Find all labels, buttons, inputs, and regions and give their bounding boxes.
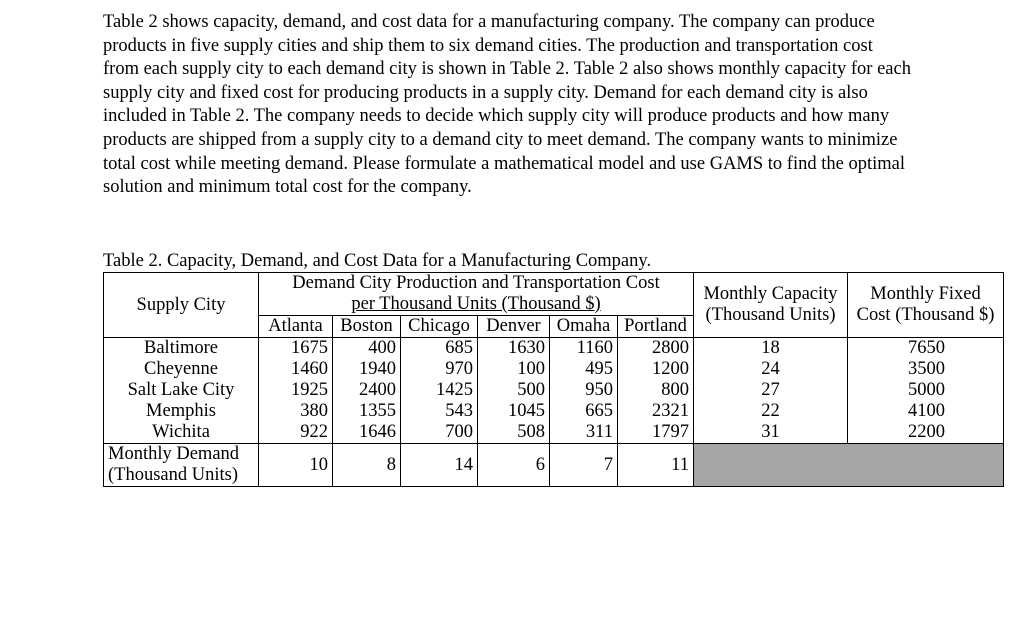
problem-statement: Table 2 shows capacity, demand, and cost data for a manufacturing company. The company can produce products in five supply cities and ship them to six demand cities. The production and transportation cost from each supply city to each demand city is shown in Table 2. Table 2 also shows monthly capacity for each supply city and fixed cost for producing products in a supply city. Demand for each demand city is also included in Table 2. The company needs to decide which supply city will produce products and how many products are shipped from a supply city to a demand city to meet demand. The company wants to minimize total cost while meeting demand. Please formulate a mathematical model and use GAMS to find the optimal solution and minimum total cost for the company. (103, 12, 911, 198)
demand-cell: 8 (333, 444, 401, 487)
fixed-cost-cell: 4100 (848, 401, 1004, 422)
cost-cell: 1160 (550, 338, 618, 360)
header-cost-group-line1: Demand City Production and Transportation Cost (259, 273, 694, 295)
cost-cell: 1460 (259, 359, 333, 380)
cost-cell: 1940 (333, 359, 401, 380)
cost-cell: 700 (401, 422, 478, 444)
demand-label-line1: Monthly Demand (108, 444, 240, 464)
cost-cell: 500 (478, 380, 550, 401)
cost-cell: 970 (401, 359, 478, 380)
cost-cell: 1675 (259, 338, 333, 360)
table-row (104, 380, 1004, 401)
capacity-cell: 27 (694, 380, 848, 401)
fixed-cost-cell: 2200 (848, 422, 1004, 444)
cost-cell: 2800 (618, 338, 694, 360)
cost-cell: 508 (478, 422, 550, 444)
table-row (104, 401, 1004, 422)
cost-cell: 665 (550, 401, 618, 422)
header-demand-city: Boston (333, 316, 401, 338)
shaded-empty-cell (694, 444, 1004, 487)
table-caption: Table 2. Capacity, Demand, and Cost Data for a Manufacturing Company. (103, 251, 652, 271)
cost-cell: 400 (333, 338, 401, 360)
header-capacity-line2: (Thousand Units) (705, 305, 836, 325)
fixed-cost-cell: 3500 (848, 359, 1004, 380)
table-row (104, 422, 1004, 444)
capacity-cell: 31 (694, 422, 848, 444)
header-row-1 (104, 273, 1004, 295)
demand-cell: 11 (618, 444, 694, 487)
row-supply-city: Wichita (104, 422, 259, 444)
capacity-cell: 24 (694, 359, 848, 380)
cost-cell: 380 (259, 401, 333, 422)
demand-cell: 6 (478, 444, 550, 487)
table-row (104, 338, 1004, 360)
cost-cell: 2321 (618, 401, 694, 422)
header-demand-city: Portland (618, 316, 694, 338)
demand-cell: 10 (259, 444, 333, 487)
demand-cell: 7 (550, 444, 618, 487)
header-fixed-line1: Monthly Fixed (870, 284, 981, 304)
cost-cell: 495 (550, 359, 618, 380)
cost-data-table (103, 272, 1004, 487)
cost-cell: 1646 (333, 422, 401, 444)
cost-cell: 543 (401, 401, 478, 422)
cost-cell: 1045 (478, 401, 550, 422)
cost-cell: 950 (550, 380, 618, 401)
header-demand-city: Omaha (550, 316, 618, 338)
cost-cell: 1355 (333, 401, 401, 422)
cost-cell: 685 (401, 338, 478, 360)
header-demand-city: Atlanta (259, 316, 333, 338)
demand-row (104, 444, 1004, 487)
header-demand-city: Chicago (401, 316, 478, 338)
fixed-cost-cell: 5000 (848, 380, 1004, 401)
cost-cell: 1630 (478, 338, 550, 360)
cost-cell: 800 (618, 380, 694, 401)
cost-cell: 922 (259, 422, 333, 444)
fixed-cost-cell: 7650 (848, 338, 1004, 360)
header-demand-city: Denver (478, 316, 550, 338)
header-fixed-line2: Cost (Thousand $) (856, 305, 995, 325)
cost-cell: 2400 (333, 380, 401, 401)
demand-label-line2: (Thousand Units) (108, 465, 238, 485)
header-cost-group-line2: per Thousand Units (Thousand $) (259, 294, 694, 316)
cost-cell: 100 (478, 359, 550, 380)
row-supply-city: Baltimore (104, 338, 259, 360)
row-supply-city: Memphis (104, 401, 259, 422)
table-row (104, 359, 1004, 380)
cost-cell: 1200 (618, 359, 694, 380)
capacity-cell: 18 (694, 338, 848, 360)
header-supply-city: Supply City (104, 273, 259, 338)
row-supply-city: Cheyenne (104, 359, 259, 380)
capacity-cell: 22 (694, 401, 848, 422)
header-capacity (694, 273, 848, 338)
demand-cell: 14 (401, 444, 478, 487)
cost-cell: 1797 (618, 422, 694, 444)
cost-cell: 311 (550, 422, 618, 444)
row-supply-city: Salt Lake City (104, 380, 259, 401)
demand-label (104, 444, 259, 487)
header-capacity-line1: Monthly Capacity (703, 284, 838, 304)
cost-cell: 1925 (259, 380, 333, 401)
cost-cell: 1425 (401, 380, 478, 401)
header-fixed-cost (848, 273, 1004, 338)
